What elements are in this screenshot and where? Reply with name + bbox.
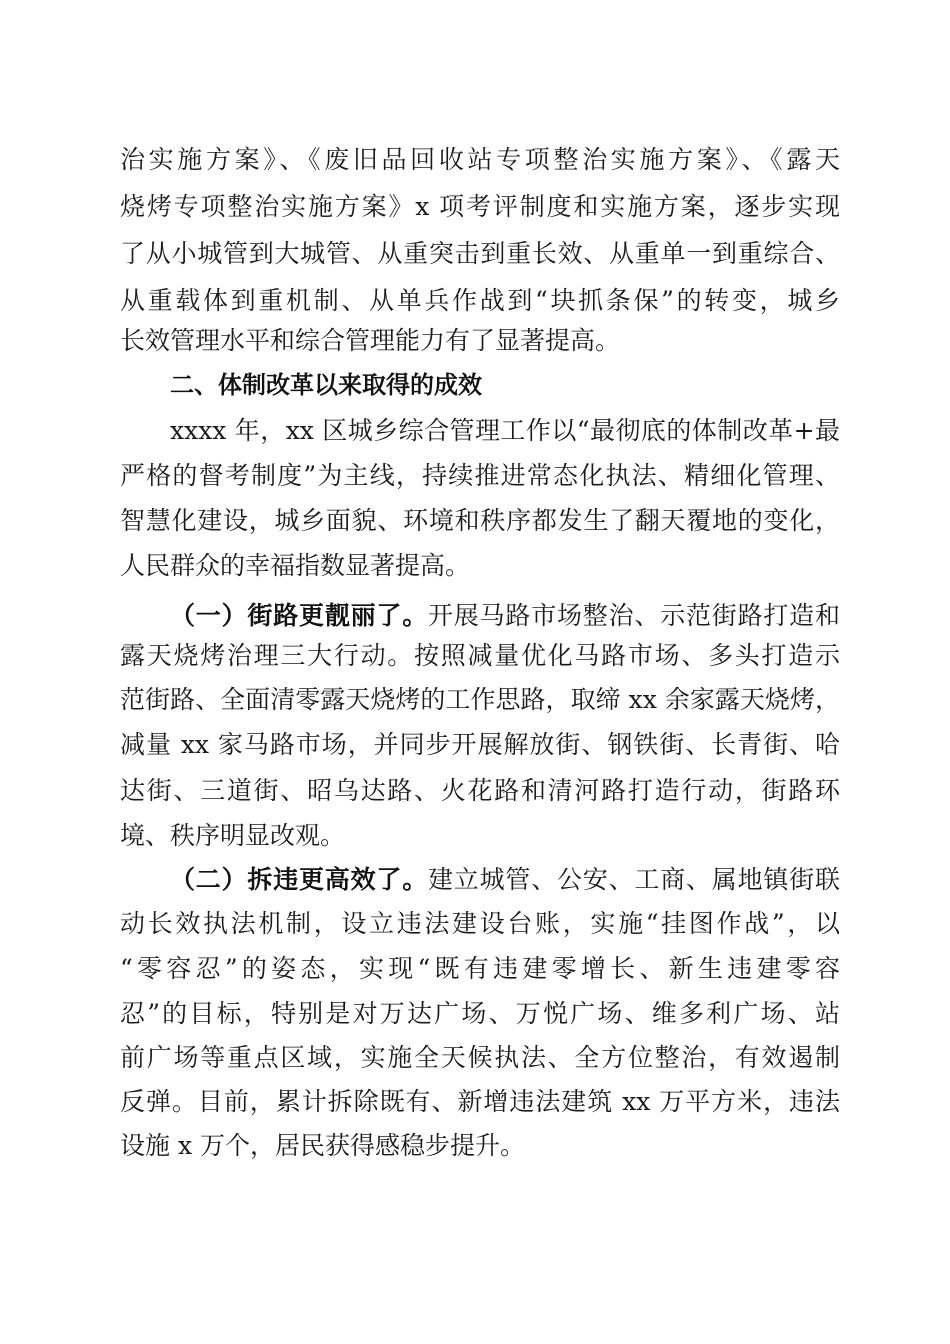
paragraph-line: 了从小城管到大城管、从重突击到重长效、从重单一到重综合、 bbox=[120, 239, 840, 268]
paragraph-line: 人民群众的幸福指数显著提高。 bbox=[120, 551, 471, 580]
paragraph-line: 动长效执法机制，设立违法建设台账，实施“挂图作战”，以 bbox=[120, 909, 840, 938]
item-lead: （一）街路更靓丽了。 bbox=[170, 601, 428, 630]
paragraph-line: 境、秩序明显改观。 bbox=[120, 821, 346, 850]
paragraph-line: 智慧化建设，城乡面貌、环境和秩序都发生了翻天覆地的变化， bbox=[120, 506, 840, 535]
paragraph-line: 从重载体到重机制、从单兵作战到“块抓条保”的转变，城乡 bbox=[120, 286, 840, 315]
paragraph-line: 前广场等重点区域，实施全天候执法、全方位整治，有效遏制 bbox=[120, 1043, 840, 1072]
section-heading: 二、体制改革以来取得的成效 bbox=[170, 371, 482, 399]
item-first-line-text: 建立城管、公安、工商、属地镇街联 bbox=[428, 865, 840, 894]
paragraph-line: 忍”的目标，特别是对万达广场、万悦广场、维多利广场、站 bbox=[120, 999, 840, 1028]
paragraph-line: xxxx 年，xx 区城乡综合管理工作以“最彻底的体制改革+最 bbox=[170, 416, 840, 445]
paragraph-line: 反弹。目前，累计拆除既有、新增违法建筑 xx 万平方米，违法 bbox=[120, 1087, 840, 1116]
paragraph-line: 长效管理水平和综合管理能力有了显著提高。 bbox=[120, 326, 621, 355]
paragraph-line: “零容忍”的姿态，实现“既有违建零增长、新生违建零容 bbox=[120, 954, 840, 983]
item-first-line bbox=[170, 860, 840, 900]
item-lead: （二）拆违更高效了。 bbox=[170, 865, 428, 894]
paragraph-line: 减量 xx 家马路市场，并同步开展解放街、钢铁街、长青街、哈 bbox=[120, 730, 840, 759]
paragraph-line: 设施 x 万个，居民获得感稳步提升。 bbox=[120, 1131, 525, 1160]
paragraph-line: 治实施方案》、《废旧品回收站专项整治实施方案》、《露天 bbox=[120, 145, 840, 174]
paragraph-line: 达街、三道街、昭乌达路、火花路和清河路打造行动，街路环 bbox=[120, 776, 840, 805]
paragraph-line: 范街路、全面清零露天烧烤的工作思路，取缔 xx 余家露天烧烤， bbox=[120, 685, 840, 714]
item-first-line-text: 开展马路市场整治、示范街路打造和 bbox=[428, 601, 840, 630]
paragraph-line: 露天烧烤治理三大行动。按照减量优化马路市场、多头打造示 bbox=[120, 641, 840, 670]
item-first-line bbox=[170, 596, 840, 636]
paragraph-line: 严格的督考制度”为主线，持续推进常态化执法、精细化管理、 bbox=[120, 461, 840, 490]
paragraph-line: 烧烤专项整治实施方案》x 项考评制度和实施方案，逐步实现 bbox=[120, 192, 840, 221]
